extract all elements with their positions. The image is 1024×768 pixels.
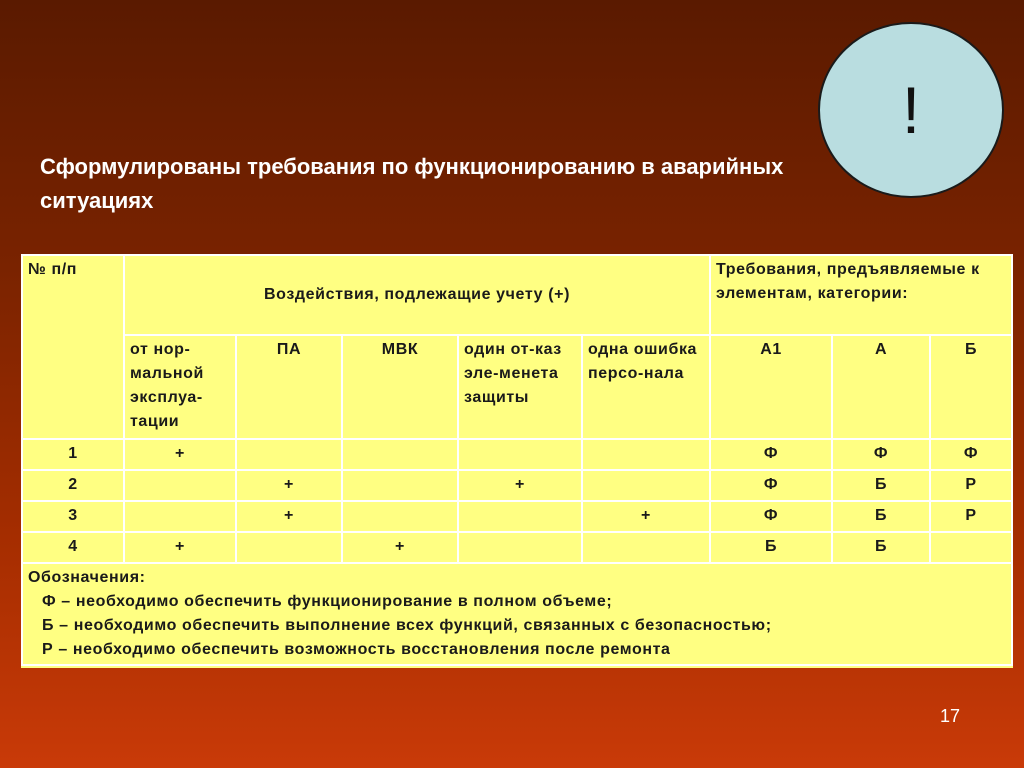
subheader-normal-operation: от нор-мальной эксплуа-тации xyxy=(124,335,236,439)
legend-row xyxy=(22,563,1012,665)
row-number: 3 xyxy=(22,501,124,532)
table-cell: Б xyxy=(832,501,930,532)
exclamation-icon: ! xyxy=(901,73,921,147)
table-cell: Ф xyxy=(710,470,832,501)
table-cell xyxy=(236,439,342,470)
table-cell: Б xyxy=(832,470,930,501)
table-cell xyxy=(124,501,236,532)
legend-cell xyxy=(22,563,1012,665)
table-cell xyxy=(458,501,582,532)
table-cell xyxy=(582,439,710,470)
table-cell xyxy=(342,501,458,532)
header-number: № п/п xyxy=(22,255,124,439)
table-cell xyxy=(342,439,458,470)
table-cell: + xyxy=(236,470,342,501)
table-cell: + xyxy=(236,501,342,532)
table-cell xyxy=(458,439,582,470)
legend-item-f: Ф – необходимо обеспечить функционирование в полном объеме; xyxy=(42,593,613,610)
subheader-personnel-error: одна ошибка персо-нала xyxy=(582,335,710,439)
legend-item-r: Р – необходимо обеспечить возможность восстановления после ремонта xyxy=(42,641,671,658)
table-cell: Ф xyxy=(710,439,832,470)
requirements-table xyxy=(21,254,1013,666)
table-row xyxy=(22,439,1012,470)
legend-title: Обозначения: xyxy=(28,569,146,586)
table-cell xyxy=(342,470,458,501)
legend-item-b: Б – необходимо обеспечить выполнение всех функций, связанных с безопасностью; xyxy=(42,617,772,634)
table-cell xyxy=(124,470,236,501)
table-cell: Ф xyxy=(930,439,1012,470)
table-cell: Р xyxy=(930,501,1012,532)
table-row xyxy=(22,532,1012,563)
page-number: 17 xyxy=(940,706,961,726)
table-cell: Ф xyxy=(832,439,930,470)
table-cell: + xyxy=(124,439,236,470)
table-cell xyxy=(458,532,582,563)
table-cell: + xyxy=(342,532,458,563)
table-header-row-1 xyxy=(22,255,1012,335)
table-cell: + xyxy=(458,470,582,501)
table-cell: + xyxy=(582,501,710,532)
table-cell: Ф xyxy=(710,501,832,532)
requirements-table-container xyxy=(21,254,1013,668)
table-cell: Б xyxy=(832,532,930,563)
table-cell xyxy=(236,532,342,563)
table-header-row-2 xyxy=(22,335,1012,439)
header-impacts: Воздействия, подлежащие учету (+) xyxy=(124,255,710,335)
row-number: 2 xyxy=(22,470,124,501)
exclamation-badge xyxy=(818,22,1004,198)
table-cell xyxy=(582,532,710,563)
table-cell: + xyxy=(124,532,236,563)
subheader-b: Б xyxy=(930,335,1012,439)
table-cell: Б xyxy=(710,532,832,563)
subheader-pa: ПА xyxy=(236,335,342,439)
subheader-a: А xyxy=(832,335,930,439)
table-cell: Р xyxy=(930,470,1012,501)
row-number: 1 xyxy=(22,439,124,470)
table-cell xyxy=(930,532,1012,563)
row-number: 4 xyxy=(22,532,124,563)
subheader-mvk: МВК xyxy=(342,335,458,439)
subheader-a1: А1 xyxy=(710,335,832,439)
subheader-protection-failure: один от-каз эле-менета защиты xyxy=(458,335,582,439)
table-row xyxy=(22,470,1012,501)
header-requirements: Требования, предъявляемые к элементам, категории: xyxy=(710,255,1012,335)
slide-title: Сформулированы требования по функционированию в аварийных ситуациях xyxy=(40,154,784,213)
table-row xyxy=(22,501,1012,532)
table-cell xyxy=(582,470,710,501)
